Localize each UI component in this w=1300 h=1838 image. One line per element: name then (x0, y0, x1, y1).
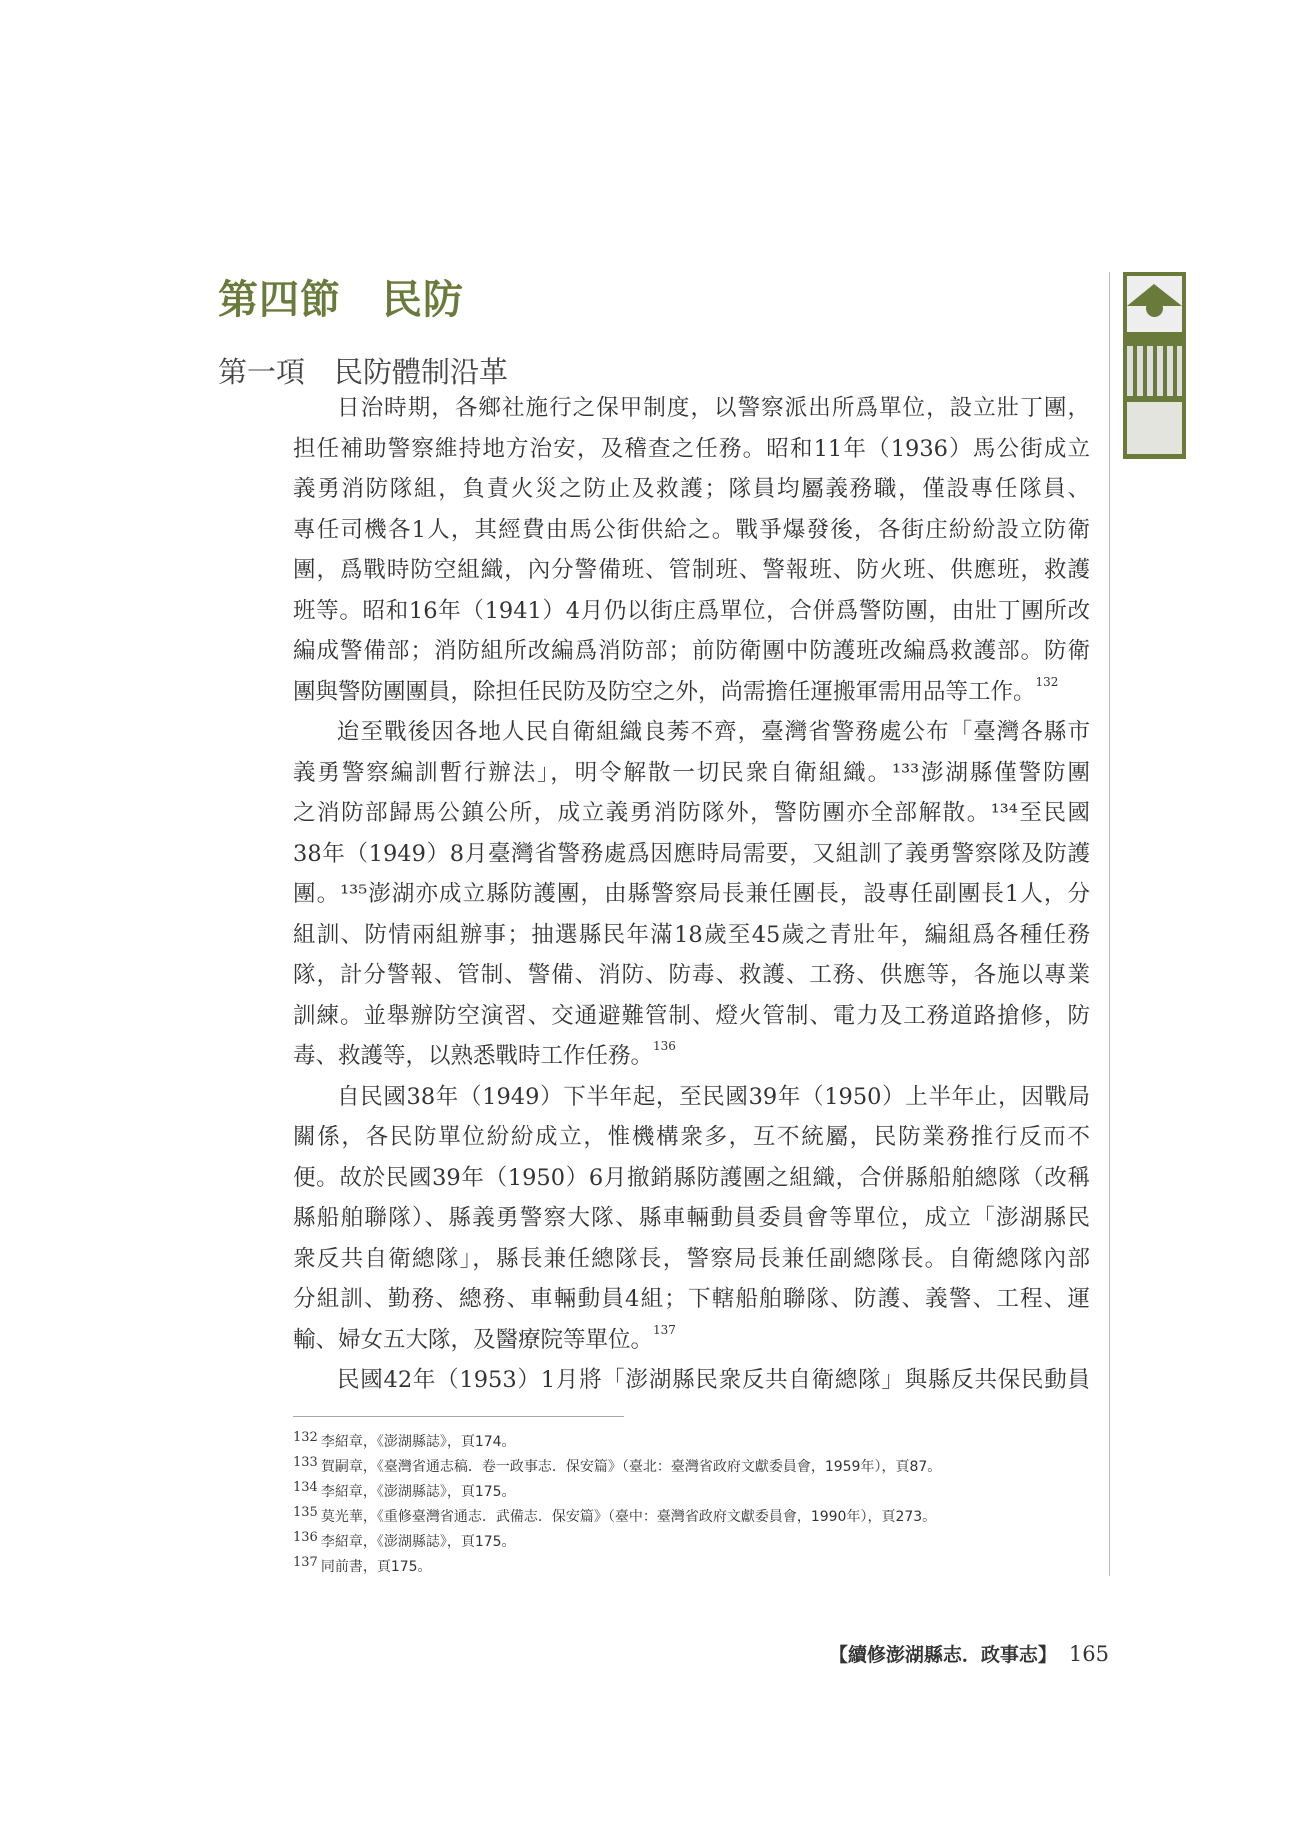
line-text: 組訓、防情兩組辦事；抽選縣民年滿18歲至45歲之青壯年，編組爲各種任務 (293, 921, 1090, 948)
line-text: 日治時期，各鄉社施行之保甲制度，以警察派出所爲單位，設立壯丁團， (337, 395, 1090, 421)
line-text: 專任司機各1人，其經費由馬公街供給之。戰爭爆發後，各街庄紛紛設立防衛 (293, 516, 1090, 543)
paragraph-line (293, 550, 1090, 591)
footnote-divider (293, 1416, 624, 1417)
line-text: 担任補助警察維持地方治安，及稽查之任務。昭和11年（1936）馬公街成立 (293, 435, 1090, 462)
footnote (293, 1480, 941, 1505)
line-text: 班等。昭和16年（1941）4月仍以街庄爲單位，合併爲警防團，由壯丁團所改 (293, 597, 1090, 624)
footnote-number: 133 (293, 1455, 318, 1470)
paragraph-line (293, 429, 1090, 470)
footnote-text: 莫光華，《重修臺灣省通志．武備志．保安篇》（臺中：臺灣省政府文獻委員會，1990年），頁273。 (320, 1509, 937, 1525)
footnote-number: 135 (293, 1505, 318, 1520)
line-text: 之消防部歸馬公鎮公所，成立義勇消防隊外，警防團亦全部解散。¹³⁴至民國 (293, 800, 1090, 826)
footnote-number: 132 (293, 1430, 318, 1445)
footnote-ref[interactable]: 132 (1035, 674, 1059, 689)
footnote (293, 1430, 941, 1455)
paragraph-line (293, 1360, 1090, 1401)
line-text: 毒、救護等，以熟悉戰時工作任務。 (293, 1043, 654, 1069)
footnote (293, 1530, 941, 1555)
building-base-illustration (1127, 402, 1182, 454)
line-text: 分組訓、勤務、總務、車輛動員4組；下轄船舶聯隊、防護、義警、工程、運 (293, 1286, 1090, 1312)
line-text: 團。¹³⁵澎湖亦成立縣防護團，由縣警察局長兼任團長，設專任副團長1人，分 (293, 881, 1090, 907)
paragraph-line (293, 874, 1090, 915)
footnote (293, 1505, 941, 1530)
paragraph-line (293, 1320, 1090, 1361)
line-text: 迨至戰後因各地人民自衛組織良莠不齊，臺灣省警務處公布「臺灣各縣市 (337, 719, 1090, 745)
paragraph-line (293, 591, 1090, 632)
line-text: 義勇警察編訓暫行辦法」，明令解散一切民衆自衛組織。¹³³澎湖縣僅警防團 (293, 759, 1090, 786)
line-text: 編成警備部；消防組所改編爲消防部；前防衛團中防護班改編爲救護部。防衛 (293, 638, 1090, 664)
paragraph-line (293, 631, 1090, 672)
paragraph-line (293, 510, 1090, 551)
line-text: 38年（1949）8月臺灣省警務處爲因應時局需要，又組訓了義勇警察隊及防護 (293, 840, 1090, 867)
line-text: 關係，各民防單位紛紛成立，惟機構衆多，互不統屬，民防業務推行反而不 (293, 1124, 1090, 1150)
book-title: 【續修澎湖縣志．政事志】 (828, 1644, 1057, 1666)
paragraph-line (293, 955, 1090, 996)
chapter-tab-image (1123, 272, 1186, 459)
paragraph-line (293, 1198, 1090, 1239)
paragraph-line (293, 915, 1090, 956)
line-text: 便。故於民國39年（1950）6月撤銷縣防護團之組織，合併縣船舶總隊（改稱 (293, 1164, 1090, 1191)
paragraph-line (293, 1117, 1090, 1158)
paragraph-line (293, 753, 1090, 794)
section-title: 第四節 民防 (218, 276, 464, 323)
paragraph-line (293, 712, 1090, 753)
line-text: 團與警防團團員，除担任民防及防空之外，尚需擔任運搬軍需用品等工作。 (293, 678, 1036, 705)
paragraph-line (293, 1279, 1090, 1320)
footnote-text: 李紹章，《澎湖縣誌》，頁174。 (320, 1434, 516, 1450)
line-text: 隊，計分警報、管制、警備、消防、防毒、救護、工務、供應等，各施以專業 (293, 962, 1090, 988)
paragraph-line (293, 1239, 1090, 1280)
line-text: 訓練。並舉辦防空演習、交通避難管制、燈火管制、電力及工務道路搶修，防 (293, 1002, 1090, 1029)
line-text: 縣船舶聯隊）、縣義勇警察大隊、縣車輛動員委員會等單位，成立「澎湖縣民 (293, 1205, 1090, 1231)
paragraph-line (293, 793, 1090, 834)
footnotes (293, 1430, 941, 1580)
body-text (293, 388, 1090, 1401)
footnote (293, 1555, 941, 1580)
page-footer (829, 1640, 1109, 1667)
footnote-number: 134 (293, 1480, 318, 1495)
footnote (293, 1455, 941, 1480)
line-text: 衆反共自衛總隊」，縣長兼任總隊長，警察局長兼任副總隊長。自衛總隊內部 (293, 1245, 1090, 1272)
paragraph-line (293, 388, 1090, 429)
margin-rule (1109, 272, 1110, 1576)
paragraph-line (293, 1036, 1090, 1077)
roof-illustration (1127, 276, 1182, 332)
line-text: 輸、婦女五大隊，及醫療院等單位。 (293, 1326, 654, 1353)
paragraph-line (293, 834, 1090, 875)
footnote-text: 李紹章，《澎湖縣誌》，頁175。 (320, 1484, 516, 1500)
subsection-title: 第一項 民防體制沿革 (218, 355, 509, 389)
footnote-text: 同前書，頁175。 (320, 1559, 432, 1575)
paragraph-line (293, 1158, 1090, 1199)
footnote-text: 賀嗣章，《臺灣省通志稿．卷一政事志．保安篇》（臺北：臺灣省政府文獻委員會，1959年），頁87。 (320, 1459, 942, 1475)
footnote-text: 李紹章，《澎湖縣誌》，頁175。 (320, 1534, 516, 1550)
footnote-ref[interactable]: 137 (653, 1322, 676, 1337)
building-illustration (1127, 346, 1182, 396)
line-text: 自民國38年（1949）下半年起，至民國39年（1950）上半年止，因戰局 (337, 1083, 1090, 1110)
paragraph-line (293, 996, 1090, 1037)
footnote-ref[interactable]: 136 (653, 1039, 676, 1053)
line-text: 民國42年（1953）1月將「澎湖縣民衆反共自衛總隊」與縣反共保民動員 (337, 1367, 1090, 1393)
line-text: 義勇消防隊組，負責火災之防止及救護；隊員均屬義務職，僅設專任隊員、 (293, 476, 1090, 502)
line-text: 團，爲戰時防空組織，內分警備班、管制班、警報班、防火班、供應班，救護 (293, 557, 1090, 583)
paragraph-line (293, 1077, 1090, 1118)
footnote-number: 136 (293, 1530, 318, 1545)
page-number: 165 (1068, 1642, 1109, 1666)
paragraph-line (293, 469, 1090, 510)
footnote-number: 137 (293, 1555, 318, 1570)
paragraph-line (293, 672, 1090, 713)
